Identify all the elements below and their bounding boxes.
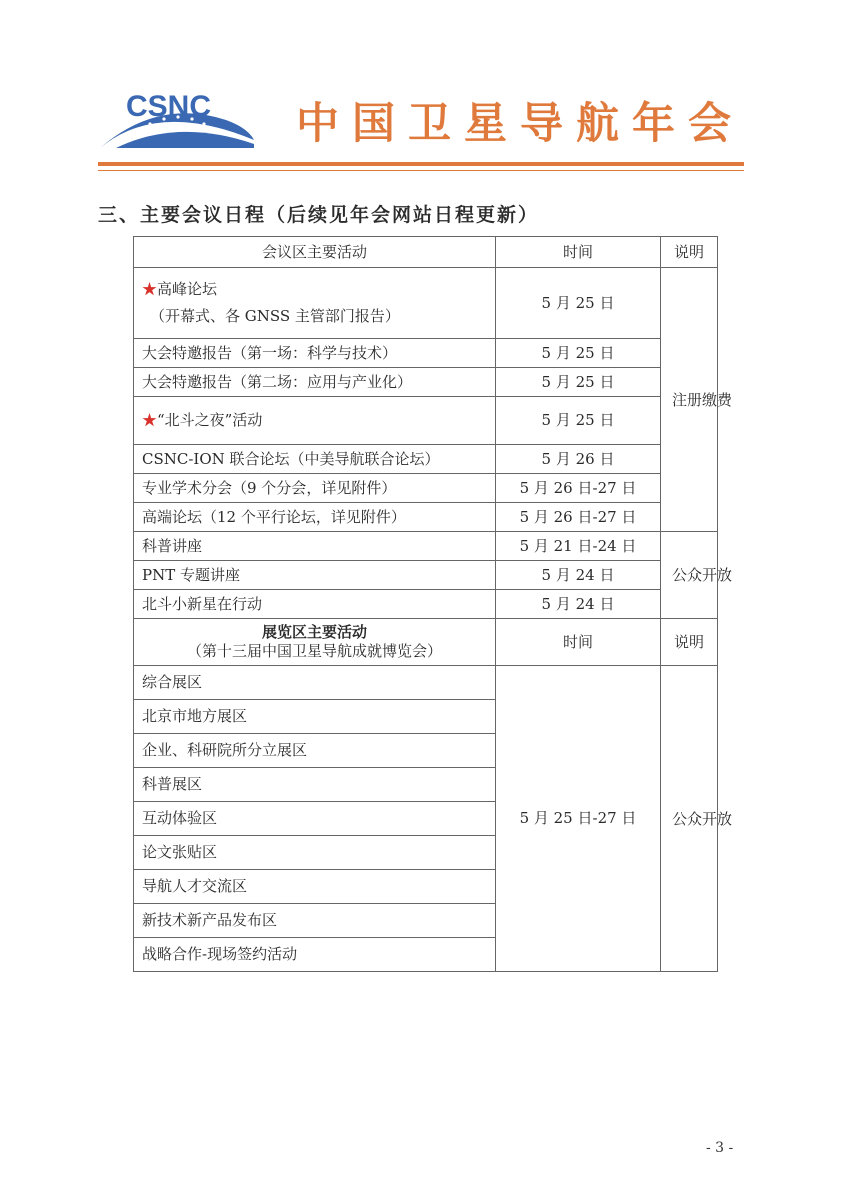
activity-title: “北斗之夜”活动: [157, 411, 263, 429]
exhibition-area: 新技术新产品发布区: [134, 904, 496, 938]
note-registration-text: 注册缴费: [672, 390, 733, 409]
activity-title: 高峰论坛: [157, 280, 218, 298]
table-row: [134, 561, 718, 590]
exhibition-time-header: 时间: [496, 619, 661, 666]
time-cell: 5 月 25 日: [496, 397, 661, 445]
activity-cell: 科普讲座: [134, 532, 496, 561]
exhibition-area: 论文张贴区: [134, 836, 496, 870]
activity-cell: [134, 397, 496, 445]
activity-cell: 北斗小新星在行动: [134, 590, 496, 619]
exhibition-note: [661, 666, 733, 972]
time-cell: 5 月 24 日: [496, 561, 661, 590]
exhibition-area: 战略合作-现场签约活动: [134, 938, 496, 972]
note-public-text: 公众开放: [672, 566, 733, 584]
schedule-table: [133, 236, 733, 972]
page-number: - 3 -: [706, 1140, 734, 1156]
exhibition-time: 5 月 25 日-27 日: [496, 666, 661, 972]
exhibition-activity-header: [134, 619, 496, 666]
time-cell: 5 月 26 日-27 日: [496, 474, 661, 503]
time-cell: 5 月 24 日: [496, 590, 661, 619]
table-row: [134, 474, 718, 503]
header-rule-thick: [98, 162, 744, 166]
activity-cell: 大会特邀报告（第二场：应用与产业化）: [134, 368, 496, 397]
time-cell: 5 月 21 日-24 日: [496, 532, 661, 561]
exhibition-note-text: 公众开放: [672, 809, 733, 828]
table-row: [134, 368, 718, 397]
exhibition-area: 科普展区: [134, 768, 496, 802]
exhibition-header-subtitle: （第十三届中国卫星导航成就博览会）: [186, 642, 442, 660]
table-row: [134, 397, 718, 445]
activity-cell: PNT 专题讲座: [134, 561, 496, 590]
note-public: [661, 532, 733, 619]
exhibition-area: 导航人才交流区: [134, 870, 496, 904]
table-row: [134, 445, 718, 474]
conference-activity-header: 会议区主要活动: [134, 237, 496, 268]
table-row: [134, 503, 718, 532]
time-cell: 5 月 26 日-27 日: [496, 503, 661, 532]
table-row: [134, 339, 718, 368]
star-icon: ★: [142, 411, 158, 429]
time-cell: 5 月 25 日: [496, 339, 661, 368]
section-title: 三、主要会议日程（后续见年会网站日程更新）: [98, 204, 540, 226]
activity-cell: 大会特邀报告（第一场：科学与技术）: [134, 339, 496, 368]
activity-cell: 专业学术分会（9 个分会，详见附件）: [134, 474, 496, 503]
table-row: [134, 268, 718, 339]
time-cell: 5 月 25 日: [496, 268, 661, 339]
header-rule-thin: [98, 170, 744, 171]
svg-text:CSNC: CSNC: [126, 90, 212, 123]
exhibition-area: 北京市地方展区: [134, 700, 496, 734]
exhibition-note-header: 说明: [661, 619, 718, 666]
activity-cell: [134, 268, 496, 339]
conference-note-header: 说明: [661, 237, 718, 268]
table-row: [134, 590, 718, 619]
exhibition-area: 企业、科研院所分立展区: [134, 734, 496, 768]
activity-subtitle: （开幕式、各 GNSS 主管部门报告）: [150, 307, 400, 325]
time-cell: 5 月 26 日: [496, 445, 661, 474]
csnc-logo: [98, 88, 256, 150]
table-row: [134, 532, 718, 561]
exhibition-area: 互动体验区: [134, 802, 496, 836]
activity-cell: CSNC-ION 联合论坛（中美导航联合论坛）: [134, 445, 496, 474]
star-icon: ★: [142, 280, 158, 298]
exhibition-header-title: 展览区主要活动: [261, 623, 367, 641]
conference-header-row: [134, 237, 718, 268]
exhibition-header-row: [134, 619, 718, 666]
conference-time-header: 时间: [496, 237, 661, 268]
activity-cell: 高端论坛（12 个平行论坛，详见附件）: [134, 503, 496, 532]
header-title: 中国卫星导航年会: [296, 99, 744, 149]
table-row: [134, 666, 718, 700]
note-registration: [661, 268, 733, 532]
time-cell: 5 月 25 日: [496, 368, 661, 397]
document-header: [98, 82, 744, 174]
exhibition-area: 综合展区: [134, 666, 496, 700]
